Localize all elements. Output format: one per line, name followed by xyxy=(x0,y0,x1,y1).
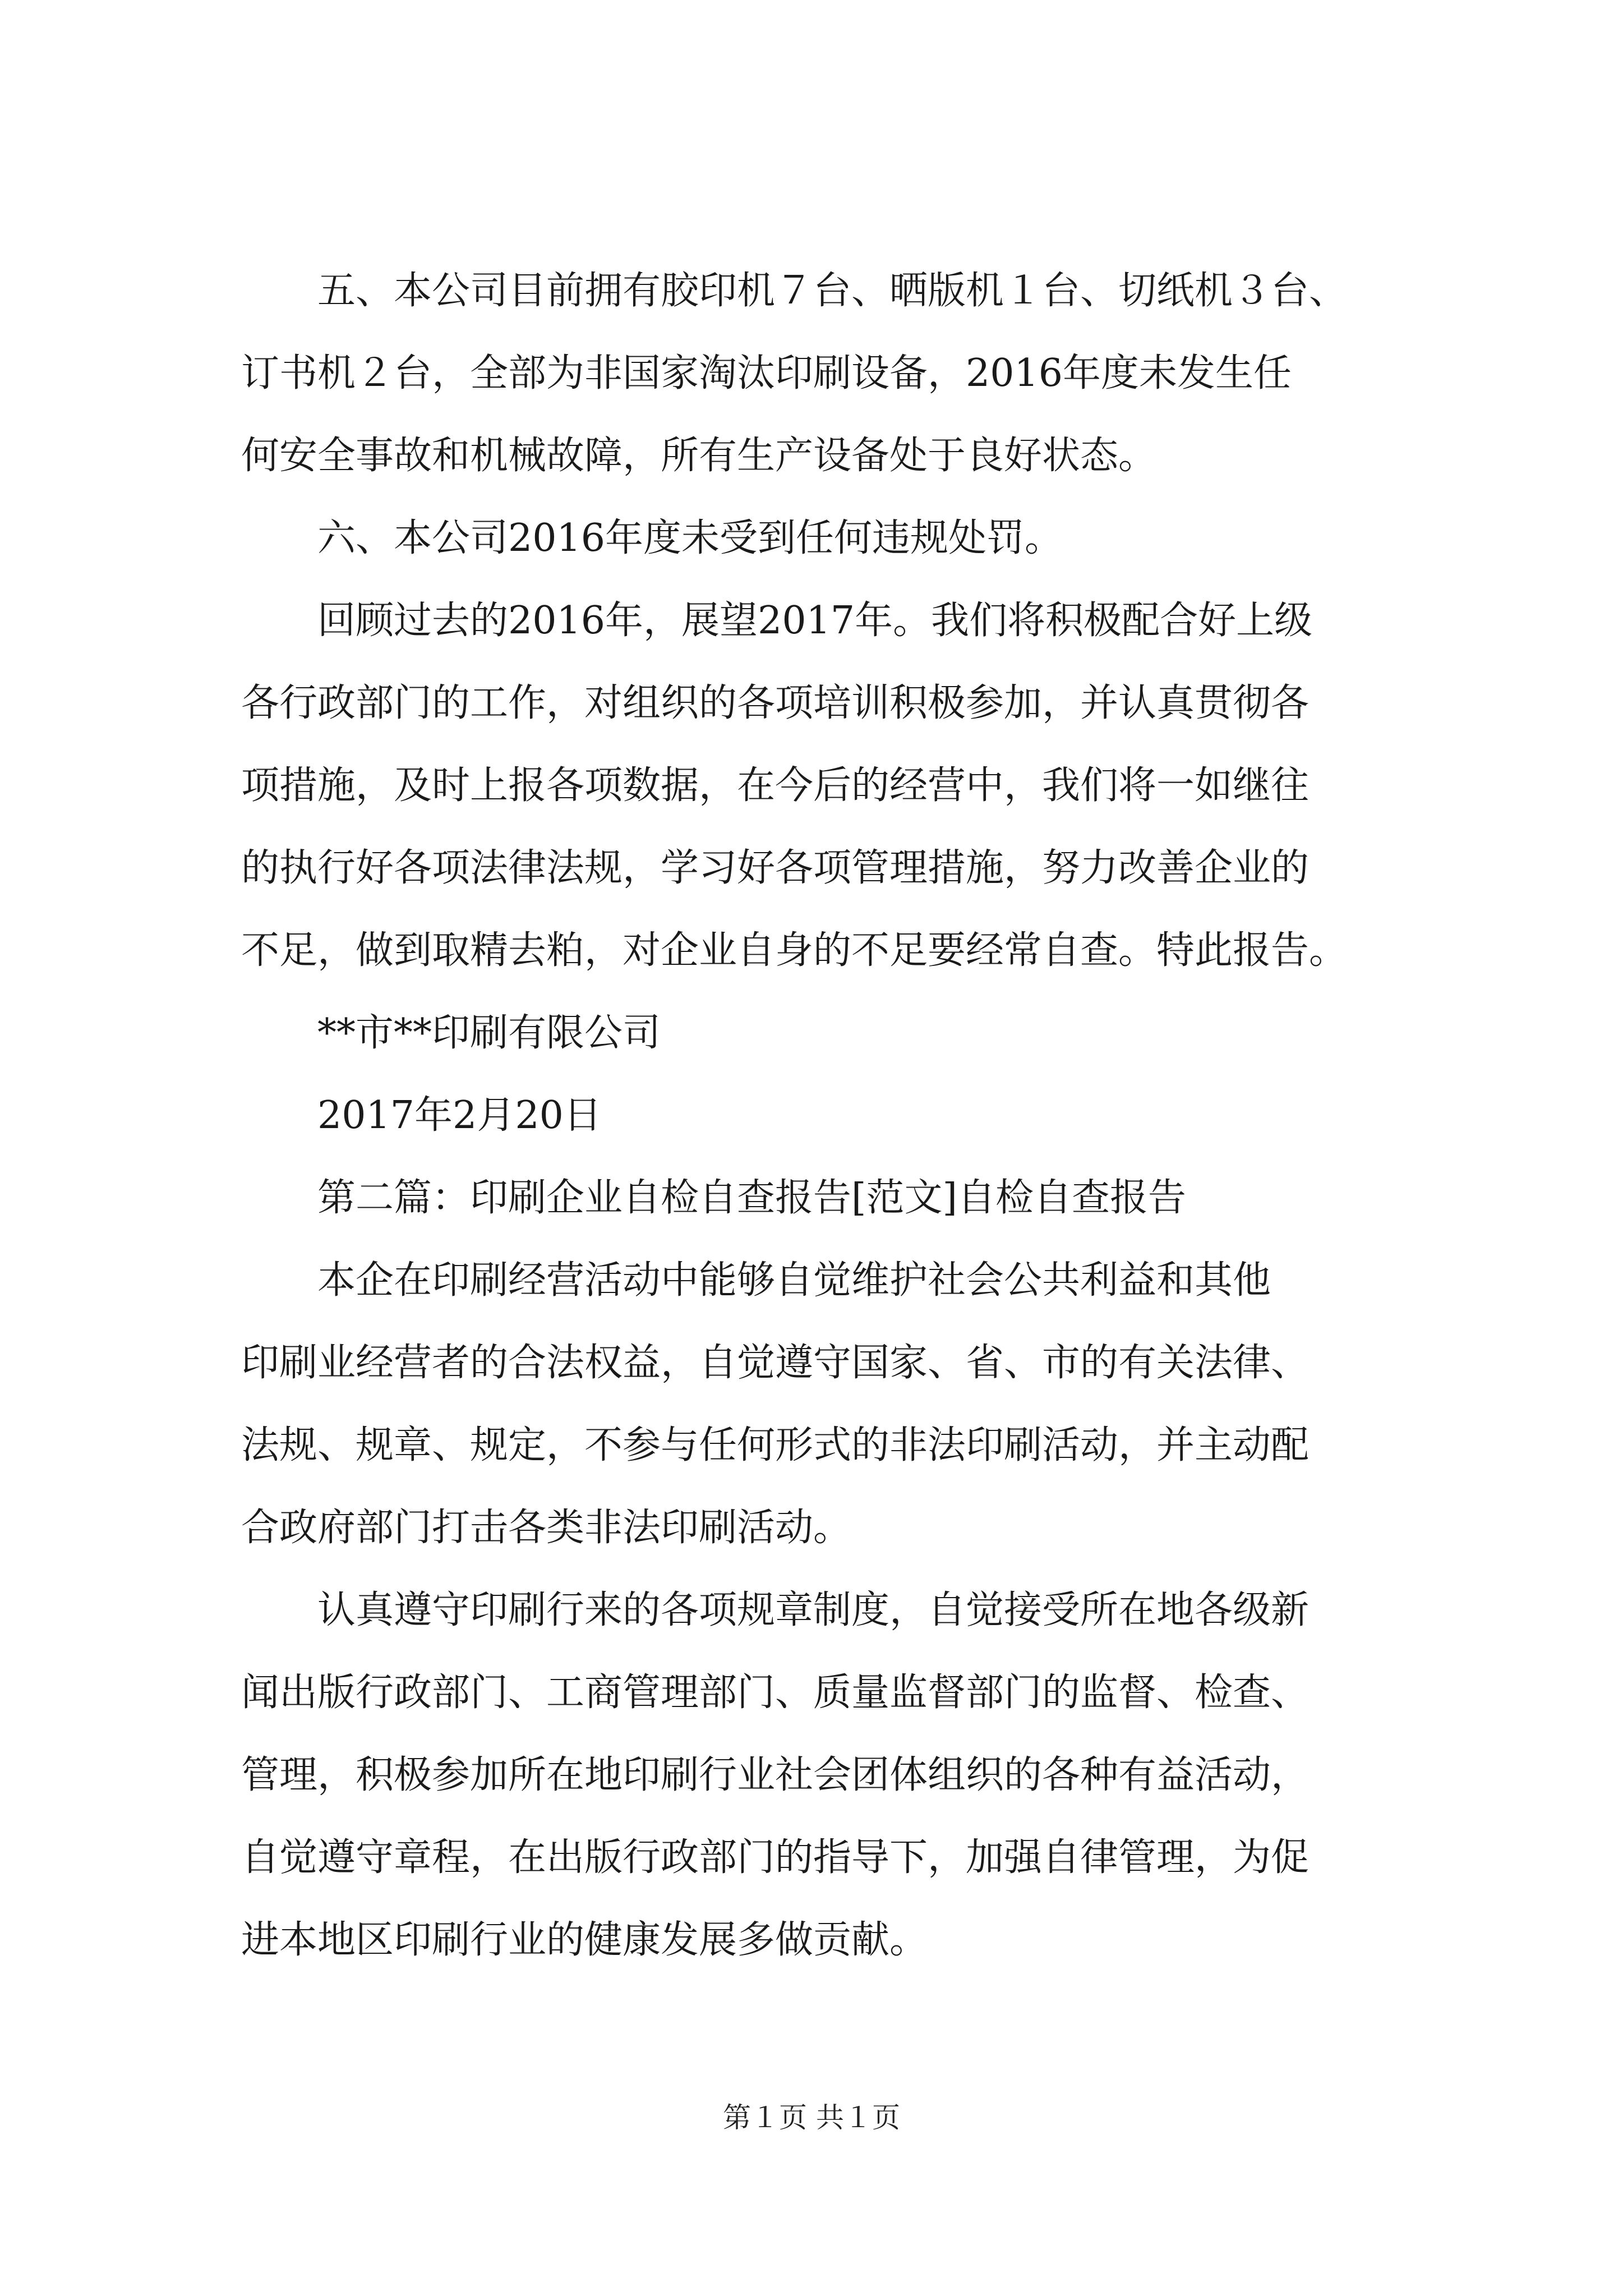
text-line: 六、本公司2016年度未受到任何违规处罚。 xyxy=(317,516,1063,560)
paragraph-public-interest xyxy=(241,1239,1408,1569)
text-line: 管理，积极参加所在地印刷行业社会团体组织的各种有益活动， xyxy=(241,1753,1310,1797)
paragraph-review xyxy=(241,579,1408,992)
report-date xyxy=(241,1074,1408,1157)
page-footer: 第１页 共１页 xyxy=(723,2101,900,2134)
text-line: 各行政部门的工作，对组织的各项培训积极参加，并认真贯彻各 xyxy=(241,681,1310,725)
text-line: 法规、规章、规定，不参与任何形式的非法印刷活动，并主动配 xyxy=(241,1423,1310,1467)
company-signature xyxy=(241,992,1408,1074)
section-heading xyxy=(241,1157,1408,1239)
text-line: 第二篇：印刷企业自检自查报告[范文]自检自查报告 xyxy=(317,1176,1187,1220)
paragraph-no-penalty xyxy=(241,497,1408,579)
text-line: 的执行好各项法律法规，学习好各项管理措施，努力改善企业的 xyxy=(241,846,1310,890)
document-body xyxy=(241,250,1408,1981)
text-line: 回顾过去的2016年，展望2017年。我们将积极配合好上级 xyxy=(317,599,1313,643)
text-line: 项措施，及时上报各项数据，在今后的经营中，我们将一如继往 xyxy=(241,763,1310,808)
text-line: 何安全事故和机械故障，所有生产设备处于良好状态。 xyxy=(241,434,1157,478)
text-line: 本企在印刷经营活动中能够自觉维护社会公共利益和其他 xyxy=(317,1258,1271,1303)
text-line: 印刷业经营者的合法权益，自觉遵守国家、省、市的有关法律、 xyxy=(241,1341,1310,1385)
text-line: 进本地区印刷行业的健康发展多做贡献。 xyxy=(241,1918,928,1962)
text-line: **市**印刷有限公司 xyxy=(317,1011,661,1055)
text-line: 不足，做到取精去粕，对企业自身的不足要经常自查。特此报告。 xyxy=(241,928,1348,973)
paragraph-regulations xyxy=(241,1569,1408,1981)
text-line: 2017年2月20日 xyxy=(317,1093,602,1138)
text-line: 自觉遵守章程，在出版行政部门的指导下，加强自律管理，为促 xyxy=(241,1835,1310,1880)
text-line: 五、本公司目前拥有胶印机７台、晒版机１台、切纸机３台、 xyxy=(317,269,1348,313)
text-line: 合政府部门打击各类非法印刷活动。 xyxy=(241,1506,852,1550)
paragraph-equipment xyxy=(241,250,1408,497)
text-line: 认真遵守印刷行来的各项规章制度，自觉接受所在地各级新 xyxy=(317,1588,1310,1632)
text-line: 闻出版行政部门、工商管理部门、质量监督部门的监督、检查、 xyxy=(241,1671,1310,1715)
text-line: 订书机２台，全部为非国家淘汰印刷设备，2016年度未发生任 xyxy=(241,351,1292,395)
